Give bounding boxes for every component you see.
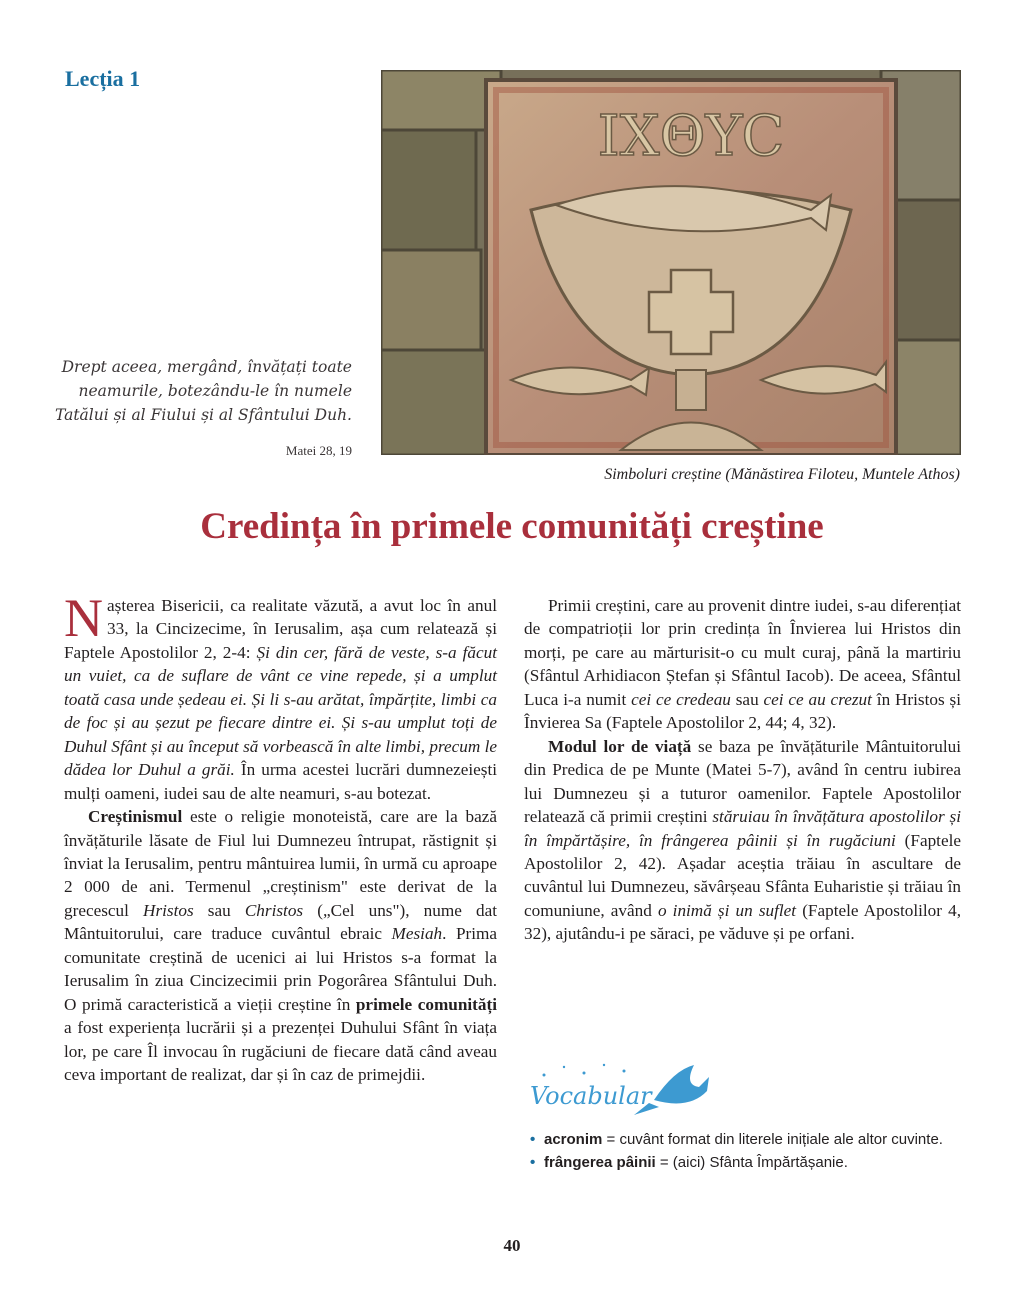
opening-quote — [40, 355, 352, 427]
term-way-of-life: Modul lor de viață — [548, 736, 692, 756]
photo-caption: Simboluri creștine (Mănăstirea Filoteu, Muntele Athos) — [604, 466, 960, 483]
vocabulary-item: • acronim = cuvânt format din literele inițiale ale altor cuvinte. — [530, 1131, 943, 1148]
paragraph-christianity: Creștinismul este o religie monoteistă, care are la bază învățăturile lăsate de Fiul lui Dumnezeu întrupat, răstignit și înviat la Ierusalim, pentru mântuirea lumii, în urmă cu aproape 2 000 de ani. Termenul „creștinism" este derivat de la grecescul Hristos sau Christos („Cel uns"), nume dat Mântuitorului, care traduce cuvântul ebraic Mesiah. Prima comunitate creștină de ucenici ai lui Hristos s-a format la Ierusalim în ziua Cincizecimii prin Pogorârea Sfântului Duh. O primă caracteristică a vieții creștine în primele comunități a fost experiența lucrării și a prezenței Duhului Sfânt în viața lor, pe care Îl invocau în rugăciuni de fiecare dată când aveau ceva important de realizat, dar și în caz de primejdii. — [64, 807, 498, 1085]
page-number: 40 — [503, 1236, 521, 1255]
vocabulary-list — [530, 1129, 960, 1175]
quote-reference: Matei 28, 19 — [285, 443, 352, 458]
term-first-communities: primele comunități — [355, 994, 498, 1014]
bullet-icon: • — [530, 1154, 536, 1171]
vocabulary-title: Vocabular — [530, 1082, 652, 1110]
ichthys-inscription: IXΘYC — [597, 104, 785, 169]
paragraph-first-christians: Primii creștini, care au provenit dintre iudei, s-au diferențiat de compatrioții lor prin credința în Învierea lui Hristos din morți, pe care au mărturisit-o cu mult curaj, până la martiriu (Sfântul Arhidiacon Ștefan și Sfântul Iacob). De aceea, Sfântul Luca i-a numit cei ce credeau sau cei ce au crezut în Hristos și Învierea Sa (Faptele Apostolilor 2, 44; 4, 32). — [524, 596, 961, 733]
right-column — [524, 594, 961, 946]
term-christianity: Creștinismul — [88, 807, 183, 827]
scripture-quote: Și din cer, fără de veste, s-a făcut un vuiet, ca de suflare de vânt ce vine repede, și a umplut toată casa unde ședeau ei. Și li s-au arătat, împărțite, limbi ca de foc și au șezut pe fiecare dintre ei. Și s-au umplut toți de Duhul Sfânt și au început să vorbească în alte limbi, precum le dădea lor Duhul a grăi. — [64, 642, 497, 780]
quote-line-2: neamurile, botezându-le în numele — [78, 382, 352, 400]
paragraph-way-of-life: Modul lor de viață se baza pe învățăturile Mântuitorului din Predica de pe Munte (Matei 5-7), având în centru iubirea lui Dumnezeu și a tuturor oamenilor. Faptele Apostolilor relatează că primii creștini stăruiau în învățătura apostolilor și în împărtășire, în frângerea pâinii și în rugăciuni (Faptele Apostolilor 2, 42). Așadar aceștia trăiau în ascultare de cuvântul lui Dumnezeu, săvârșeau Sfânta Euharistie și trăiau în comuniune, având o inimă și un suflet (Faptele Apostolilor 4, 32), ajutându-i pe săraci, pe văduve și pe orfani. — [524, 736, 961, 944]
stone-relief-photo — [381, 70, 961, 455]
quote-line-1: Drept aceea, mergând, învățați toate — [61, 358, 352, 376]
page-title: Credința în primele comunități creștine — [200, 506, 824, 547]
vocabulary-item: • frângerea pâinii = (aici) Sfânta Împărtășanie. — [530, 1154, 848, 1171]
drop-cap: N — [64, 588, 103, 648]
paragraph-birth-of-church: Nașterea Bisericii, ca realitate văzută, a avut loc în anul 33, la Cincizecime, în Ierusalim, așa cum relatează și Faptele Apostolilor 2, 2-4: Și din cer, fără de veste, s-a făcut un vuiet, ca de suflare de vânt ce vine repede, și a umplut toată casa unde ședeau ei. Și li s-au arătat, împărțite, limbi ca de foc și au șezut pe fiecare dintre ei. Și s-au umplut toți de Duhul Sfânt și au început să vorbească în alte limbi, precum le dădea lor Duhul a grăi. În urma acestei lucrări dumnezeiești mulți oameni, iudei sau de alte neamuri, s-au botezat. — [64, 588, 497, 803]
lesson-label: Lecția 1 — [65, 66, 141, 91]
left-column — [64, 588, 498, 1087]
bullet-icon: • — [530, 1131, 536, 1148]
quote-line-3: Tatălui și al Fiului și al Sfântului Duh. — [54, 406, 352, 424]
photo-illustration — [381, 70, 961, 455]
